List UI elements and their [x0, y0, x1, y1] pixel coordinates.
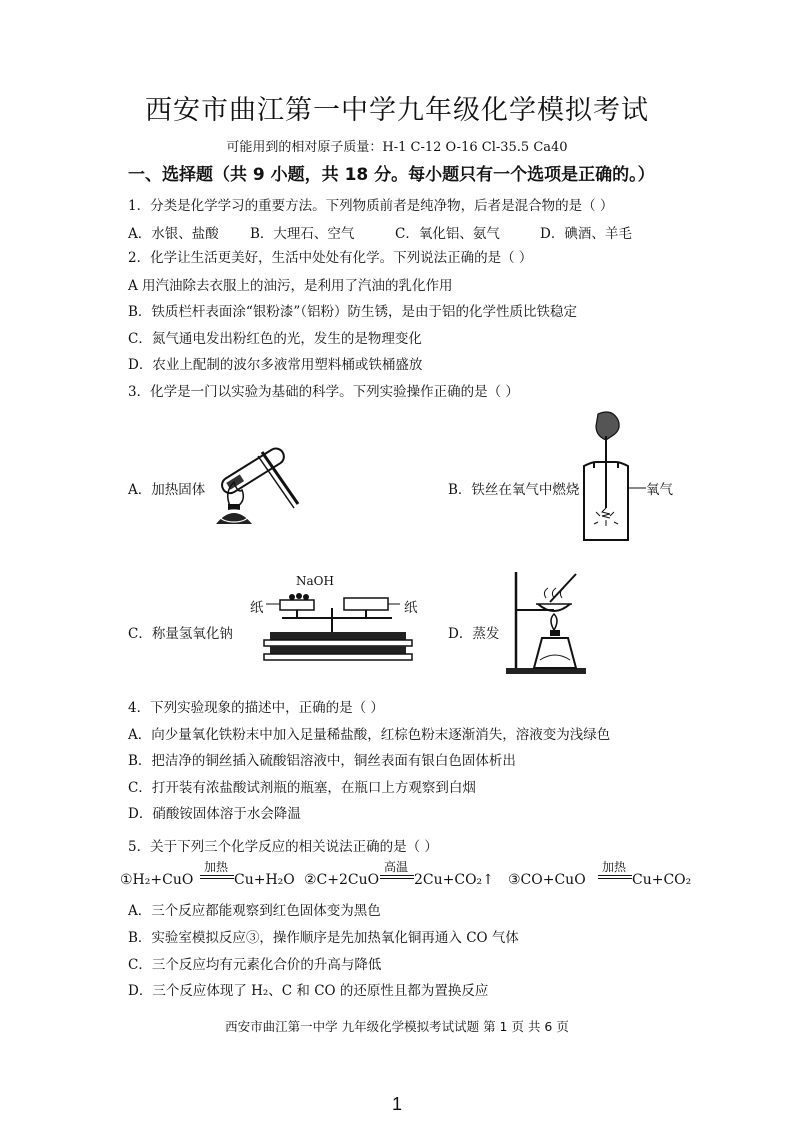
reaction-3-products: Cu+CO₂ — [632, 872, 692, 888]
q1-option-c: C．氧化铝、氨气 — [395, 226, 500, 242]
q4-option-d: D．硝酸铵固体溶于水会降温 — [128, 806, 301, 822]
question-3-stem: 3．化学是一门以实验为基础的科学。下列实验操作正确的是（ ） — [128, 384, 519, 400]
question-4-stem: 4．下列实验现象的描述中，正确的是（ ） — [128, 700, 384, 716]
q1-option-b: B．大理石、空气 — [250, 226, 355, 242]
question-1-stem: 1．分类是化学学习的重要方法。下列物质前者是纯净物，后者是混合物的是（ ） — [128, 198, 614, 214]
figure-evaporation — [500, 568, 610, 678]
q3-option-b: B．铁丝在氧气中燃烧 — [448, 482, 580, 498]
label-paper-right: 纸 — [404, 600, 418, 616]
reaction-1-condition: 加热 — [204, 860, 229, 874]
q4-option-c: C．打开装有浓盐酸试剂瓶的瓶塞，在瓶口上方观察到白烟 — [128, 780, 476, 796]
reaction-1-equals-bottom — [200, 878, 234, 879]
reaction-3-reactants: ③CO+CuO — [508, 872, 586, 888]
reaction-2-equals-top — [380, 875, 414, 876]
reaction-3-condition: 加热 — [602, 860, 627, 874]
reaction-1-equals-top — [200, 875, 234, 876]
q2-option-d: D．农业上配制的波尔多液常用塑料桶或铁桶盛放 — [128, 357, 423, 373]
q1-option-a: A．水银、盐酸 — [128, 226, 219, 242]
q3-option-d: D．蒸发 — [448, 626, 500, 642]
section-heading: 一、选择题（共 9 小题，共 18 分。每小题只有一个选项是正确的。） — [128, 165, 655, 185]
q4-option-a: A．向少量氧化铁粉末中加入足量稀盐酸，红棕色粉末逐渐消失，溶液变为浅绿色 — [128, 727, 611, 743]
q3-option-c: C．称量氢氧化钠 — [128, 626, 233, 642]
question-5-stem: 5．关于下列三个化学反应的相关说法正确的是（ ） — [128, 839, 438, 855]
reaction-2-products: 2Cu+CO₂↑ — [414, 872, 494, 888]
q5-option-a: A．三个反应都能观察到红色固体变为黑色 — [128, 903, 381, 919]
q4-option-b: B．把洁净的铜丝插入硫酸铝溶液中，铜丝表面有银白色固体析出 — [128, 753, 516, 769]
page-footer: 西安市曲江第一中学 九年级化学模拟考试试题 第 1 页 共 6 页 — [225, 1019, 569, 1034]
q5-option-b: B．实验室模拟反应③，操作顺序是先加热氧化铜再通入 CO 气体 — [128, 930, 519, 946]
q5-option-c: C．三个反应均有元素化合价的升高与降低 — [128, 957, 382, 973]
q2-option-a: A 用汽油除去衣服上的油污，是利用了汽油的乳化作用 — [128, 278, 453, 294]
label-naoh: NaOH — [296, 574, 334, 588]
reaction-1-products: Cu+H₂O — [234, 872, 295, 888]
q1-option-d: D．碘酒、羊毛 — [540, 226, 632, 242]
page-number: 1 — [391, 1094, 402, 1114]
question-2-stem: 2．化学让生活更美好，生活中处处有化学。下列说法正确的是（ ） — [128, 250, 533, 266]
reaction-3-equals-bottom — [598, 878, 632, 879]
figure-weighing-naoh — [262, 588, 412, 668]
figure-heating-solid — [200, 432, 310, 532]
reaction-2-condition: 高温 — [384, 860, 409, 874]
reaction-1-reactants: ①H₂+CuO — [120, 872, 194, 888]
q2-option-c: C．氮气通电发出粉红色的光，发生的是物理变化 — [128, 331, 422, 347]
q2-option-b: B．铁质栏杆表面涂“银粉漆”（铝粉）防生锈，是由于铝的化学性质比铁稳定 — [128, 304, 577, 320]
label-oxygen: 氧气 — [646, 482, 673, 498]
reaction-2-equals-bottom — [380, 878, 414, 879]
q5-option-d: D．三个反应体现了 H₂、C 和 CO 的还原性且都为置换反应 — [128, 983, 489, 999]
reaction-equations — [120, 858, 692, 894]
label-paper-left: 纸 — [250, 600, 264, 616]
q3-option-a: A．加热固体 — [128, 482, 206, 498]
atomic-masses: 可能用到的相对原子质量：H-1 C-12 O-16 Cl-35.5 Ca40 — [226, 140, 568, 155]
reaction-2-reactants: ②C+2CuO — [304, 872, 380, 888]
reaction-3-equals-top — [598, 875, 632, 876]
page-title: 西安市曲江第一中学九年级化学模拟考试 — [145, 95, 649, 126]
